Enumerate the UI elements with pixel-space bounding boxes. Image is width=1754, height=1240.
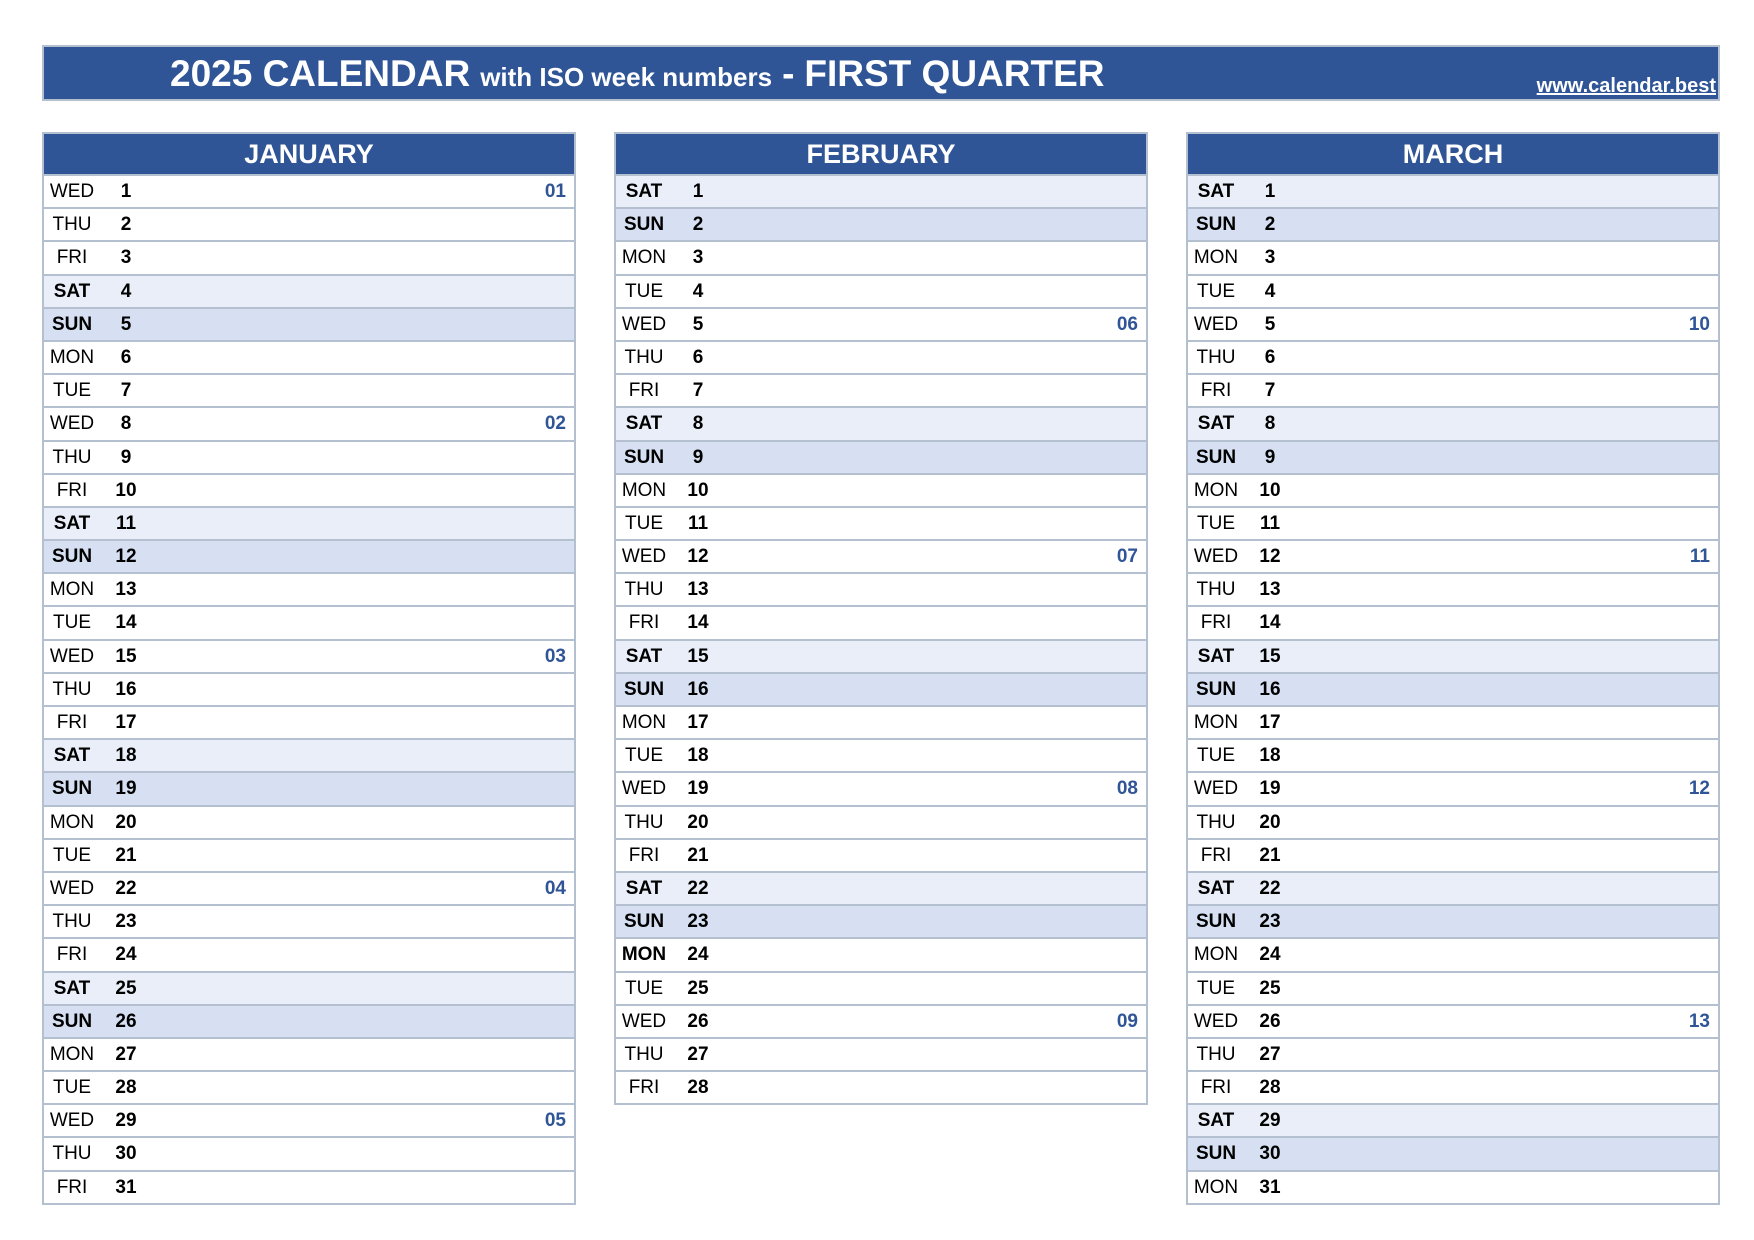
day-row: [616, 506, 1146, 539]
day-row: [44, 207, 574, 240]
month-header: MARCH: [1186, 132, 1720, 174]
day-number: 20: [687, 811, 709, 833]
weekday-label: SAT: [1197, 645, 1235, 667]
weekday-label: WED: [621, 546, 667, 568]
day-number: 21: [115, 844, 137, 866]
weekday-label: TUE: [1197, 512, 1235, 534]
weekday-label: MON: [1193, 479, 1239, 501]
day-number: 15: [687, 645, 709, 667]
day-number: 9: [120, 446, 132, 468]
weekday-label: MON: [621, 712, 667, 733]
day-row: [44, 1103, 574, 1136]
weekday-label: WED: [49, 877, 95, 899]
day-row: [44, 406, 574, 439]
day-number: 31: [115, 1176, 137, 1198]
weekday-label: WED: [621, 313, 667, 335]
day-number: 3: [1264, 247, 1276, 269]
day-row: [1188, 274, 1718, 307]
weekday-label: SAT: [625, 877, 663, 899]
day-row: [44, 307, 574, 340]
weekday-label: SUN: [623, 678, 665, 700]
day-row: [616, 406, 1146, 439]
weekday-label: THU: [1196, 1043, 1236, 1065]
iso-week-number: 02: [544, 413, 566, 435]
weekday-label: WED: [49, 645, 95, 667]
day-number: 9: [1264, 446, 1276, 468]
day-row: [616, 705, 1146, 738]
weekday-label: WED: [1193, 1010, 1239, 1032]
day-row: [616, 937, 1146, 970]
day-row: [44, 1170, 574, 1203]
weekday-label: THU: [624, 346, 664, 368]
day-number: 16: [687, 678, 709, 700]
weekday-label: WED: [621, 778, 667, 800]
weekday-label: FRI: [1200, 380, 1232, 402]
day-row: [616, 805, 1146, 838]
day-number: 19: [1259, 778, 1281, 800]
day-row: [616, 1037, 1146, 1070]
weekday-label: SAT: [1197, 1110, 1235, 1132]
weekday-label: MON: [621, 479, 667, 501]
weekday-label: SAT: [1197, 413, 1235, 435]
weekday-label: MON: [49, 579, 95, 601]
iso-week-number: 10: [1688, 313, 1710, 335]
day-row: [44, 274, 574, 307]
weekday-label: SUN: [51, 1010, 93, 1032]
day-row: [1188, 771, 1718, 804]
weekday-label: THU: [52, 1143, 92, 1165]
weekday-label: THU: [1196, 579, 1236, 601]
day-number: 2: [1264, 214, 1276, 236]
day-row: [1188, 738, 1718, 771]
title-banner: [42, 45, 1720, 101]
day-row: [44, 639, 574, 672]
weekday-label: THU: [52, 678, 92, 700]
day-number: 14: [687, 612, 709, 634]
weekday-label: TUE: [625, 745, 663, 767]
day-number: 28: [1259, 1077, 1281, 1099]
day-row: [44, 771, 574, 804]
day-number: 20: [1259, 811, 1281, 833]
day-row: [616, 307, 1146, 340]
day-row: [616, 771, 1146, 804]
day-row: [616, 240, 1146, 273]
day-row: [616, 672, 1146, 705]
day-row: [44, 1037, 574, 1070]
day-row: [1188, 506, 1718, 539]
day-number: 28: [687, 1077, 709, 1099]
weekday-label: SUN: [1195, 214, 1237, 236]
day-number: 18: [687, 745, 709, 767]
weekday-label: SAT: [625, 645, 663, 667]
day-row: [44, 440, 574, 473]
day-number: 16: [115, 678, 137, 700]
weekday-label: TUE: [1197, 745, 1235, 767]
weekday-label: SAT: [53, 977, 91, 999]
day-number: 25: [1259, 977, 1281, 999]
day-row: [1188, 904, 1718, 937]
month-header: JANUARY: [42, 132, 576, 174]
weekday-label: SUN: [51, 778, 93, 800]
day-row: [44, 605, 574, 638]
day-row: [1188, 307, 1718, 340]
day-row: [44, 539, 574, 572]
day-number: 24: [115, 944, 137, 966]
weekday-label: TUE: [625, 280, 663, 302]
day-number: 3: [120, 247, 132, 269]
day-row: [44, 904, 574, 937]
day-row: [44, 373, 574, 406]
weekday-label: MON: [621, 247, 667, 269]
day-number: 18: [115, 745, 137, 767]
day-row: [1188, 174, 1718, 207]
day-number: 15: [1259, 645, 1281, 667]
day-row: [1188, 605, 1718, 638]
weekday-label: MON: [1193, 712, 1239, 733]
day-row: [1188, 1136, 1718, 1169]
day-row: [1188, 240, 1718, 273]
day-row: [616, 274, 1146, 307]
weekday-label: MON: [1193, 247, 1239, 269]
iso-week-number: 13: [1688, 1010, 1710, 1032]
day-number: 23: [115, 911, 137, 933]
day-number: 31: [1259, 1176, 1281, 1198]
day-number: 6: [692, 346, 704, 368]
weekday-label: THU: [52, 911, 92, 933]
day-number: 20: [115, 811, 137, 833]
day-number: 4: [120, 280, 132, 302]
day-number: 21: [687, 844, 709, 866]
day-number: 8: [692, 413, 704, 435]
day-row: [44, 838, 574, 871]
weekday-label: SUN: [1195, 678, 1237, 700]
day-row: [44, 805, 574, 838]
day-row: [616, 572, 1146, 605]
day-number: 1: [1264, 181, 1276, 202]
day-number: 29: [1259, 1110, 1281, 1132]
weekday-label: FRI: [56, 479, 88, 501]
day-row: [44, 738, 574, 771]
day-row: [44, 937, 574, 970]
day-number: 28: [115, 1077, 137, 1099]
weekday-label: SAT: [1197, 181, 1235, 202]
weekday-label: SAT: [53, 512, 91, 534]
day-number: 7: [120, 380, 132, 402]
weekday-label: SUN: [623, 214, 665, 236]
weekday-label: FRI: [56, 1176, 88, 1198]
weekday-label: FRI: [56, 944, 88, 966]
day-number: 27: [115, 1043, 137, 1065]
weekday-label: WED: [49, 1110, 95, 1132]
day-row: [616, 1070, 1146, 1103]
day-number: 26: [687, 1010, 709, 1032]
day-number: 24: [687, 944, 709, 966]
month-column-march: [1186, 132, 1720, 1205]
day-number: 11: [115, 512, 137, 534]
weekday-label: SAT: [625, 181, 663, 202]
day-number: 12: [115, 546, 137, 568]
day-row: [44, 971, 574, 1004]
weekday-label: SAT: [625, 413, 663, 435]
day-row: [616, 639, 1146, 672]
weekday-label: THU: [624, 1043, 664, 1065]
day-row: [616, 373, 1146, 406]
day-number: 26: [115, 1010, 137, 1032]
day-number: 19: [115, 778, 137, 800]
day-number: 1: [120, 181, 132, 202]
day-row: [1188, 639, 1718, 672]
month-days-list: [1186, 174, 1720, 1205]
day-number: 21: [1259, 844, 1281, 866]
weekday-label: WED: [49, 413, 95, 435]
weekday-label: SAT: [1197, 877, 1235, 899]
weekday-label: SUN: [51, 313, 93, 335]
day-row: [1188, 672, 1718, 705]
day-row: [44, 705, 574, 738]
iso-week-number: 01: [544, 181, 566, 202]
day-number: 6: [1264, 346, 1276, 368]
day-row: [1188, 1037, 1718, 1070]
day-number: 9: [692, 446, 704, 468]
day-row: [1188, 937, 1718, 970]
weekday-label: TUE: [625, 512, 663, 534]
day-row: [616, 871, 1146, 904]
day-row: [1188, 539, 1718, 572]
day-number: 16: [1259, 678, 1281, 700]
day-number: 19: [687, 778, 709, 800]
day-row: [1188, 373, 1718, 406]
day-row: [616, 340, 1146, 373]
day-row: [616, 207, 1146, 240]
day-row: [44, 1070, 574, 1103]
day-number: 12: [1259, 546, 1281, 568]
day-number: 12: [687, 546, 709, 568]
day-row: [1188, 207, 1718, 240]
day-number: 1: [692, 181, 704, 202]
day-number: 4: [1264, 280, 1276, 302]
day-number: 13: [115, 579, 137, 601]
day-number: 30: [115, 1143, 137, 1165]
day-row: [616, 738, 1146, 771]
day-row: [1188, 871, 1718, 904]
weekday-label: FRI: [628, 1077, 660, 1099]
weekday-label: SAT: [53, 745, 91, 767]
day-number: 30: [1259, 1143, 1281, 1165]
day-number: 11: [687, 512, 709, 534]
day-number: 23: [687, 911, 709, 933]
iso-week-number: 09: [1116, 1010, 1138, 1032]
day-number: 29: [115, 1110, 137, 1132]
day-row: [1188, 473, 1718, 506]
weekday-label: FRI: [628, 380, 660, 402]
day-row: [44, 473, 574, 506]
weekday-label: SUN: [623, 446, 665, 468]
day-number: 5: [1264, 313, 1276, 335]
day-number: 6: [120, 346, 132, 368]
title-quarter: FIRST QUARTER: [804, 53, 1105, 94]
day-row: [616, 838, 1146, 871]
weekday-label: SUN: [1195, 446, 1237, 468]
weekday-label: WED: [621, 1010, 667, 1032]
day-row: [616, 473, 1146, 506]
title-main: 2025 CALENDAR: [170, 53, 471, 94]
day-number: 8: [1264, 413, 1276, 435]
day-row: [44, 572, 574, 605]
weekday-label: WED: [1193, 313, 1239, 335]
day-row: [44, 240, 574, 273]
iso-week-number: 12: [1688, 778, 1710, 800]
day-number: 13: [1259, 579, 1281, 601]
day-number: 27: [687, 1043, 709, 1065]
day-row: [44, 1136, 574, 1169]
day-row: [616, 971, 1146, 1004]
day-number: 10: [687, 479, 709, 501]
weekday-label: FRI: [56, 712, 88, 733]
title-subtitle: with ISO week numbers: [480, 62, 773, 92]
day-number: 11: [1259, 512, 1281, 534]
weekday-label: TUE: [53, 380, 91, 402]
website-link[interactable]: www.calendar.best: [1536, 75, 1716, 97]
day-number: 27: [1259, 1043, 1281, 1065]
day-number: 17: [1259, 712, 1281, 733]
day-row: [616, 1004, 1146, 1037]
weekday-label: THU: [624, 579, 664, 601]
weekday-label: FRI: [628, 612, 660, 634]
day-number: 8: [120, 413, 132, 435]
weekday-label: SUN: [1195, 1143, 1237, 1165]
day-row: [44, 1004, 574, 1037]
day-row: [1188, 406, 1718, 439]
month-days-list: [614, 174, 1148, 1105]
weekday-label: WED: [1193, 546, 1239, 568]
day-number: 4: [692, 280, 704, 302]
day-number: 15: [115, 645, 137, 667]
day-number: 3: [692, 247, 704, 269]
day-row: [44, 871, 574, 904]
day-row: [1188, 1004, 1718, 1037]
weekday-label: FRI: [1200, 1077, 1232, 1099]
day-row: [44, 672, 574, 705]
weekday-label: SAT: [53, 280, 91, 302]
day-row: [1188, 440, 1718, 473]
day-row: [616, 440, 1146, 473]
weekday-label: WED: [1193, 778, 1239, 800]
weekday-label: THU: [1196, 346, 1236, 368]
day-row: [616, 904, 1146, 937]
day-number: 24: [1259, 944, 1281, 966]
day-row: [44, 340, 574, 373]
weekday-label: MON: [621, 944, 667, 966]
iso-week-number: 08: [1116, 778, 1138, 800]
day-row: [44, 506, 574, 539]
weekday-label: FRI: [56, 247, 88, 269]
weekday-label: MON: [49, 346, 95, 368]
weekday-label: THU: [624, 811, 664, 833]
day-number: 14: [1259, 612, 1281, 634]
weekday-label: TUE: [53, 1077, 91, 1099]
weekday-label: THU: [52, 214, 92, 236]
iso-week-number: 06: [1116, 313, 1138, 335]
weekday-label: WED: [49, 181, 95, 202]
month-column-january: [42, 132, 576, 1205]
iso-week-number: 05: [544, 1110, 566, 1132]
day-row: [1188, 838, 1718, 871]
day-number: 5: [692, 313, 704, 335]
weekday-label: SUN: [623, 911, 665, 933]
day-number: 17: [687, 712, 709, 733]
weekday-label: TUE: [53, 612, 91, 634]
day-number: 13: [687, 579, 709, 601]
weekday-label: MON: [49, 1043, 95, 1065]
iso-week-number: 11: [1689, 546, 1710, 568]
day-row: [1188, 1070, 1718, 1103]
page-title: [170, 51, 1105, 97]
day-number: 22: [687, 877, 709, 899]
day-number: 2: [120, 214, 132, 236]
day-row: [1188, 805, 1718, 838]
weekday-label: SUN: [51, 546, 93, 568]
day-number: 18: [1259, 745, 1281, 767]
weekday-label: MON: [49, 811, 95, 833]
weekday-label: THU: [1196, 811, 1236, 833]
day-row: [616, 539, 1146, 572]
day-number: 7: [1264, 380, 1276, 402]
weekday-label: FRI: [1200, 612, 1232, 634]
iso-week-number: 07: [1116, 546, 1138, 568]
weekday-label: TUE: [1197, 977, 1235, 999]
day-row: [1188, 705, 1718, 738]
month-header: FEBRUARY: [614, 132, 1148, 174]
day-number: 17: [115, 712, 137, 733]
day-row: [1188, 572, 1718, 605]
day-number: 22: [1259, 877, 1281, 899]
day-number: 25: [115, 977, 137, 999]
weekday-label: MON: [1193, 944, 1239, 966]
day-number: 2: [692, 214, 704, 236]
weekday-label: TUE: [1197, 280, 1235, 302]
month-column-february: [614, 132, 1148, 1105]
weekday-label: TUE: [53, 844, 91, 866]
weekday-label: FRI: [1200, 844, 1232, 866]
day-number: 14: [115, 612, 137, 634]
weekday-label: THU: [52, 446, 92, 468]
day-row: [1188, 340, 1718, 373]
month-days-list: [42, 174, 576, 1205]
day-number: 7: [692, 380, 704, 402]
weekday-label: SUN: [1195, 911, 1237, 933]
title-dash: -: [782, 53, 795, 94]
day-row: [616, 174, 1146, 207]
day-number: 23: [1259, 911, 1281, 933]
iso-week-number: 03: [544, 645, 566, 667]
day-number: 26: [1259, 1010, 1281, 1032]
day-number: 22: [115, 877, 137, 899]
day-row: [1188, 1103, 1718, 1136]
day-row: [1188, 1170, 1718, 1203]
day-number: 5: [120, 313, 132, 335]
iso-week-number: 04: [544, 877, 566, 899]
weekday-label: TUE: [625, 977, 663, 999]
weekday-label: FRI: [628, 844, 660, 866]
weekday-label: MON: [1193, 1176, 1239, 1198]
day-row: [1188, 971, 1718, 1004]
day-number: 25: [687, 977, 709, 999]
day-row: [616, 605, 1146, 638]
day-row: [44, 174, 574, 207]
day-number: 10: [1259, 479, 1281, 501]
day-number: 10: [115, 479, 137, 501]
